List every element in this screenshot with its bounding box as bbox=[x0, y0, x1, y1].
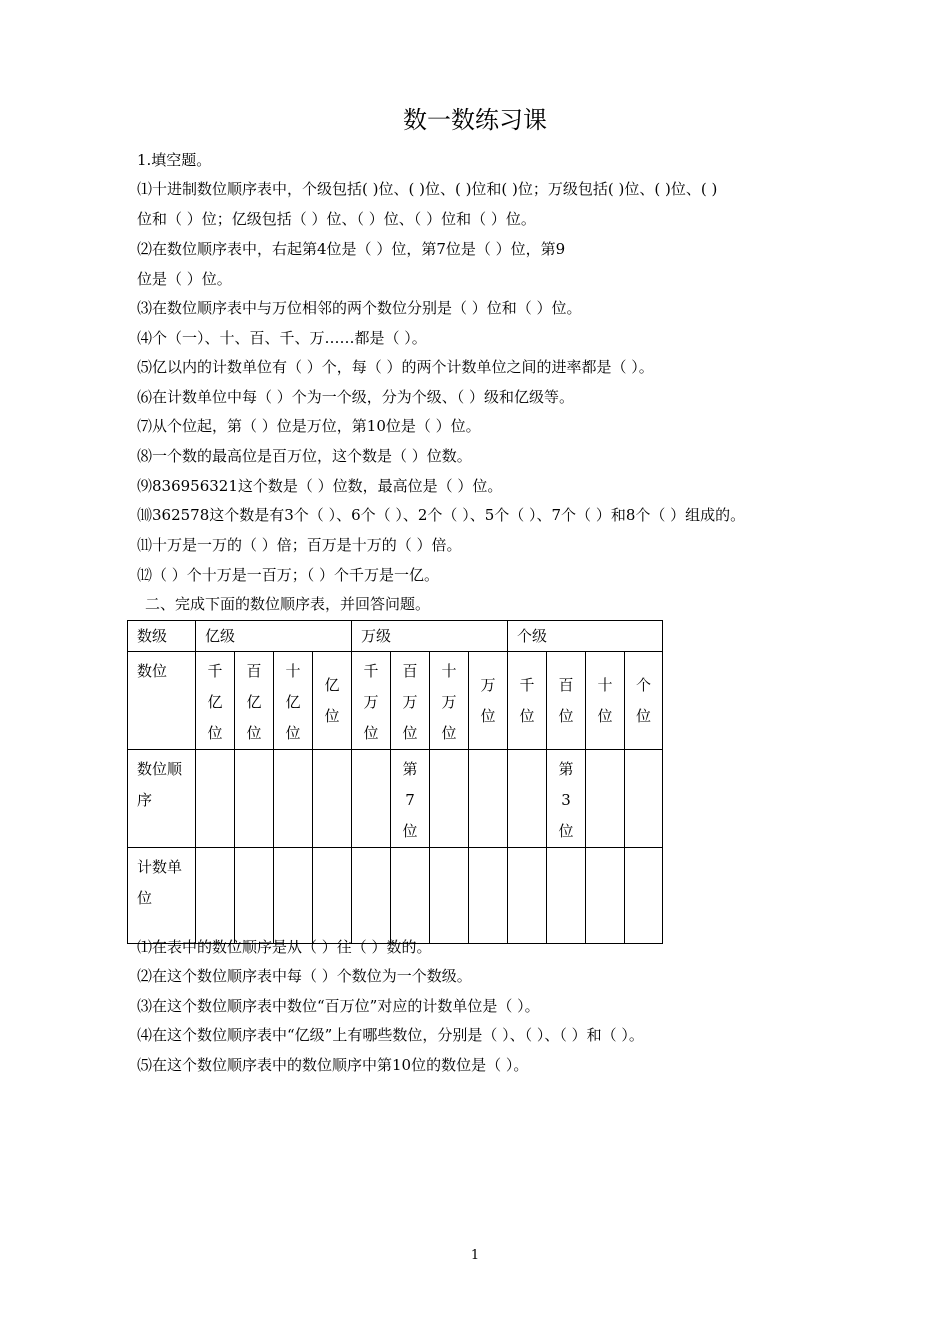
unit-cell[interactable] bbox=[625, 848, 663, 944]
row-label-level: 数级 bbox=[128, 621, 196, 652]
table-question-3: ⑶在这个数位顺序表中数位“百万位”对应的计数单位是（ ）。 bbox=[137, 997, 540, 1015]
table-question-4: ⑷在这个数位顺序表中“亿级”上有哪些数位，分别是（ ）、（ ）、（ ）和（ ）。 bbox=[137, 1026, 644, 1044]
question-7: ⑺从个位起，第（ ）位是万位，第10位是（ ）位。 bbox=[137, 417, 481, 435]
unit-cell[interactable] bbox=[313, 848, 352, 944]
question-2-line-1: ⑵在数位顺序表中，右起第4位是（ ）位，第7位是（ ）位，第9 bbox=[137, 240, 566, 258]
place-cell: 百万位 bbox=[402, 662, 418, 742]
row-label-unit: 计数单位 bbox=[128, 848, 196, 944]
order-cell: 第7位 bbox=[402, 760, 418, 840]
place-cell: 百亿位 bbox=[246, 662, 262, 742]
unit-cell[interactable] bbox=[391, 848, 430, 944]
level-wan: 万级 bbox=[352, 621, 508, 652]
question-10: ⑽362578这个数是有3个（ ）、6个（ ）、2个（ ）、5个（ ）、7个（ ）和8个（ ）组成的。 bbox=[137, 506, 746, 524]
question-12: ⑿（ ）个十万是一百万；（ ）个千万是一亿。 bbox=[137, 566, 440, 584]
question-11: ⑾十万是一万的（ ）倍；百万是十万的（ ）倍。 bbox=[137, 536, 462, 554]
question-6: ⑹在计数单位中每（ ）个为一个级，分为个级、（ ）级和亿级等。 bbox=[137, 388, 575, 406]
order-cell: 第3位 bbox=[558, 760, 574, 840]
place-cell: 百位 bbox=[558, 675, 574, 725]
unit-cell[interactable] bbox=[508, 848, 547, 944]
place-cell: 十位 bbox=[597, 675, 613, 725]
place-row bbox=[128, 652, 663, 750]
section1-heading: 1.填空题。 bbox=[137, 151, 212, 169]
section2-heading: 二、完成下面的数位顺序表，并回答问题。 bbox=[145, 595, 431, 613]
question-2-line-2: 位是（ ）位。 bbox=[137, 270, 232, 288]
question-4: ⑷个（一）、十、百、千、万……都是（ ）。 bbox=[137, 329, 427, 347]
question-1-line-2: 位和（ ）位；亿级包括（ ）位、（ ）位、（ ）位和（ ）位。 bbox=[137, 210, 536, 228]
unit-cell[interactable] bbox=[352, 848, 391, 944]
place-value-table bbox=[127, 620, 663, 944]
unit-cell[interactable] bbox=[196, 848, 235, 944]
order-row bbox=[128, 750, 663, 848]
unit-cell[interactable] bbox=[547, 848, 586, 944]
unit-cell[interactable] bbox=[469, 848, 508, 944]
table-question-5: ⑸在这个数位顺序表中的数位顺序中第10位的数位是（ ）。 bbox=[137, 1056, 529, 1074]
place-cell: 千亿位 bbox=[207, 662, 223, 742]
place-cell: 千位 bbox=[519, 675, 535, 725]
unit-cell[interactable] bbox=[235, 848, 274, 944]
question-8: ⑻一个数的最高位是百万位，这个数是（ ）位数。 bbox=[137, 447, 472, 465]
question-1-line-1: ⑴十进制数位顺序表中，个级包括( )位、( )位、( )位和( )位；万级包括( )位、( )位、( ) bbox=[137, 180, 718, 198]
unit-cell[interactable] bbox=[430, 848, 469, 944]
place-cell: 十亿位 bbox=[285, 662, 301, 742]
question-3: ⑶在数位顺序表中与万位相邻的两个数位分别是（ ）位和（ ）位。 bbox=[137, 299, 582, 317]
level-yi: 亿级 bbox=[196, 621, 352, 652]
unit-cell[interactable] bbox=[586, 848, 625, 944]
unit-row bbox=[128, 848, 663, 944]
place-cell: 千万位 bbox=[363, 662, 379, 742]
question-9: ⑼836956321这个数是（ ）位数，最高位是（ ）位。 bbox=[137, 477, 503, 495]
level-ge: 个级 bbox=[508, 621, 663, 652]
place-cell: 十万位 bbox=[441, 662, 457, 742]
unit-cell[interactable] bbox=[274, 848, 313, 944]
row-label-place: 数位 bbox=[128, 652, 196, 750]
page-number: 1 bbox=[470, 1248, 480, 1263]
page-title: 数一数练习课 bbox=[403, 106, 547, 134]
place-cell: 亿位 bbox=[324, 675, 340, 725]
question-5: ⑸亿以内的计数单位有（ ）个，每（ ）的两个计数单位之间的进率都是（ ）。 bbox=[137, 358, 654, 376]
row-label-order: 数位顺序 bbox=[128, 750, 196, 848]
place-cell: 万位 bbox=[480, 675, 496, 725]
table-question-1: ⑴在表中的数位顺序是从（ ）往（ ）数的。 bbox=[137, 938, 432, 956]
place-cell: 个位 bbox=[635, 675, 651, 725]
table-question-2: ⑵在这个数位顺序表中每（ ）个数位为一个数级。 bbox=[137, 967, 472, 985]
